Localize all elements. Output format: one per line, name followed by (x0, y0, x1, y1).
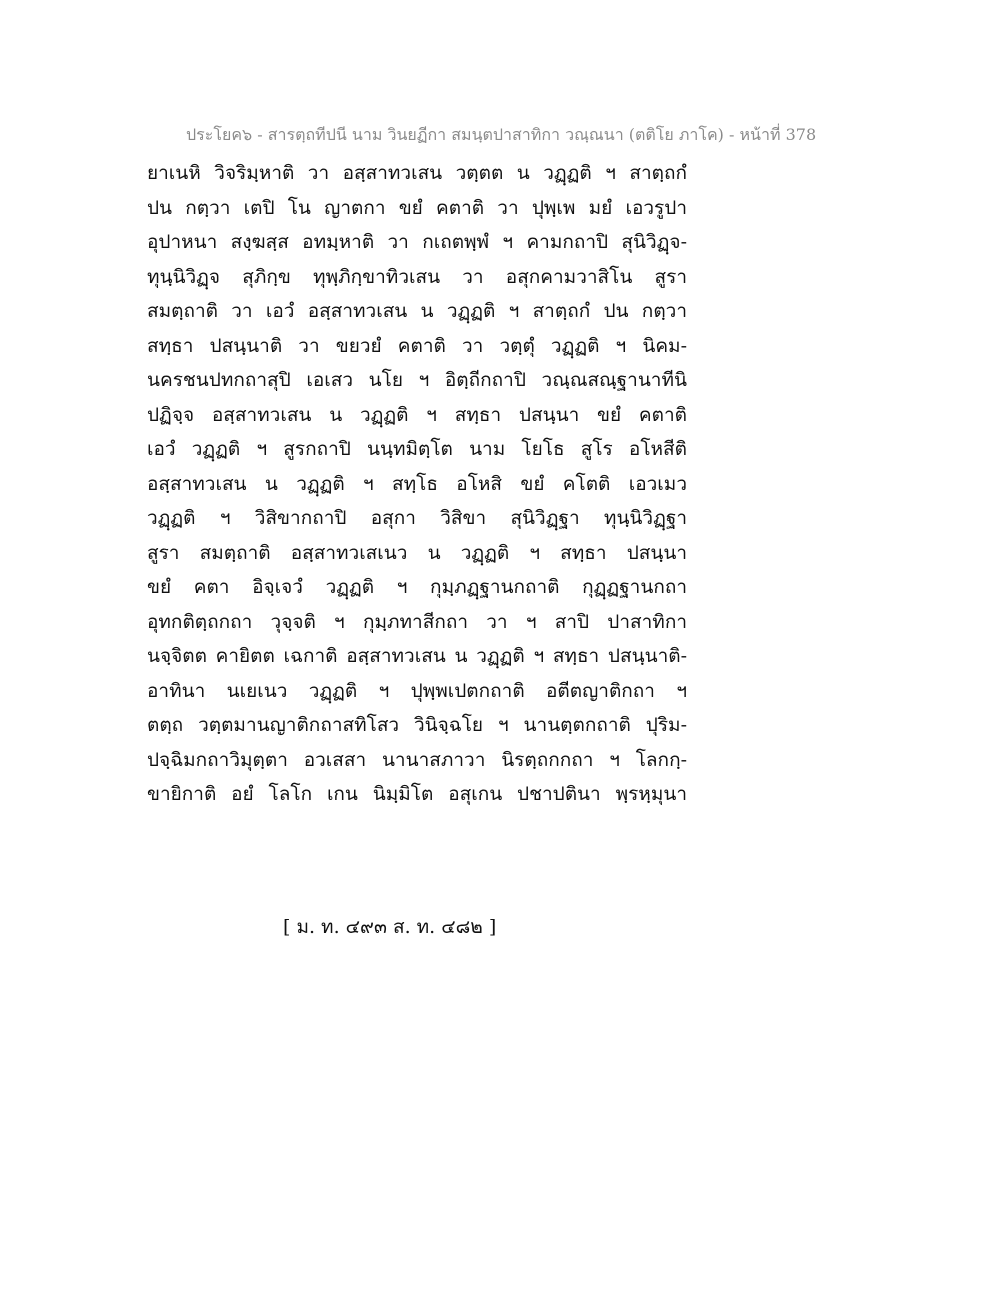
body-line-6: สทฺธา ปสนฺนาติ วา ขยวยํ คตาติ วา วตฺตุํ วฏฺฏติ ฯ นิคม- (147, 334, 687, 357)
page-reference: [ ม. ท. ๔๙๓ ส. ท. ๔๘๒ ] (283, 916, 497, 938)
page-header: ประโยค๖ - สารตฺถทีปนี นาม วินยฏีกา สมนฺตปาสาทิกา วณฺณนา (ตติโย ภาโค) - หน้าที่ 378 (186, 125, 817, 144)
body-line-11: วฏฺฏติ ฯ วิสิขากถาปิ อสุกา วิสิขา สุนิวิฏฺฐา ทุนฺนิวิฏฺฐา (147, 507, 687, 529)
body-line-3: อุปาหนา สงฺฆสฺส อทมฺหาติ วา กเถตพฺพํ ฯ คามกถาปิ สุนิวิฏฺจ- (147, 231, 687, 253)
body-line-16: อาทินา นเยเนว วฏฺฏติ ฯ ปุพฺพเปตกถาติ อตีตญาติกถา ฯ (147, 679, 687, 702)
body-line-19: ขายิกาติ อยํ โลโก เกน นิมฺมิโต อสุเกน ปชาปตินา พฺรหฺมุนา (147, 783, 687, 805)
body-line-8: ปฏิจฺจ อสฺสาทวเสน น วฏฺฏติ ฯ สทฺธา ปสนฺนา ขยํ คตาติ (147, 403, 687, 426)
body-line-17: ตตฺถ วตฺตมานญาติกถาสทิโสว วินิจฺฉโย ฯ นานตฺตกถาติ ปุริม- (147, 714, 687, 736)
body-line-15: นจฺจิตต คายิตต เฉกาติ อสฺสาทวเสน น วฏฺฏติ ฯ สทฺธา ปสนฺนาติ- (147, 645, 687, 667)
body-line-18: ปจฺฉิมกถาวิมุตฺตา อวเสสา นานาสภาวา นิรตฺถกกถา ฯ โลกกฺ- (147, 748, 687, 771)
body-line-9: เอวํ วฏฺฏติ ฯ สูรกถาปิ นนฺทมิตฺโต นาม โยโธ สูโร อโหสีติ (147, 438, 687, 460)
body-line-10: อสฺสาทวเสน น วฏฺฏติ ฯ สทฺโธ อโหสิ ขยํ คโตติ เอวเมว (147, 472, 687, 495)
body-line-2: ปน กตฺวา เตปิ โน ญาตกา ขยํ คตาติ วา ปุพฺเพ มยํ เอวรูปา (147, 196, 687, 219)
body-text (147, 156, 687, 812)
body-line-4: ทุนฺนิวิฏฺจ สุภิกฺข ทุพฺภิกฺขาทิวเสน วา อสุกคามวาสิโน สูรา (147, 265, 687, 288)
body-line-12: สูรา สมตฺถาติ อสฺสาทวเสเนว น วฏฺฏติ ฯ สทฺธา ปสนฺนา (147, 541, 687, 564)
body-line-13: ขยํ คตา อิจฺเจวํ วฏฺฏติ ฯ กุมฺภฏฺฐานกถาติ กุฏฺฏฐานกถา (147, 576, 687, 598)
body-line-14: อุทกติตฺถกถา วุจฺจติ ฯ กุมฺภทาสีกถา วา ฯ สาปิ ปาสาทิกา (147, 610, 687, 633)
body-line-7: นครชนปทกถาสุปิ เอเสว นโย ฯ อิตฺถีกถาปิ วณฺณสณฺฐานาทีนิ (147, 369, 687, 391)
body-line-1: ยาเนหิ วิจริมฺหาติ วา อสฺสาทวเสน วตฺตต น วฏฺฏติ ฯ สาตฺถกํ (147, 162, 687, 184)
body-line-5: สมตฺถาติ วา เอวํ อสฺสาทวเสน น วฏฺฏติ ฯ สาตฺถกํ ปน กตฺวา (147, 300, 687, 322)
